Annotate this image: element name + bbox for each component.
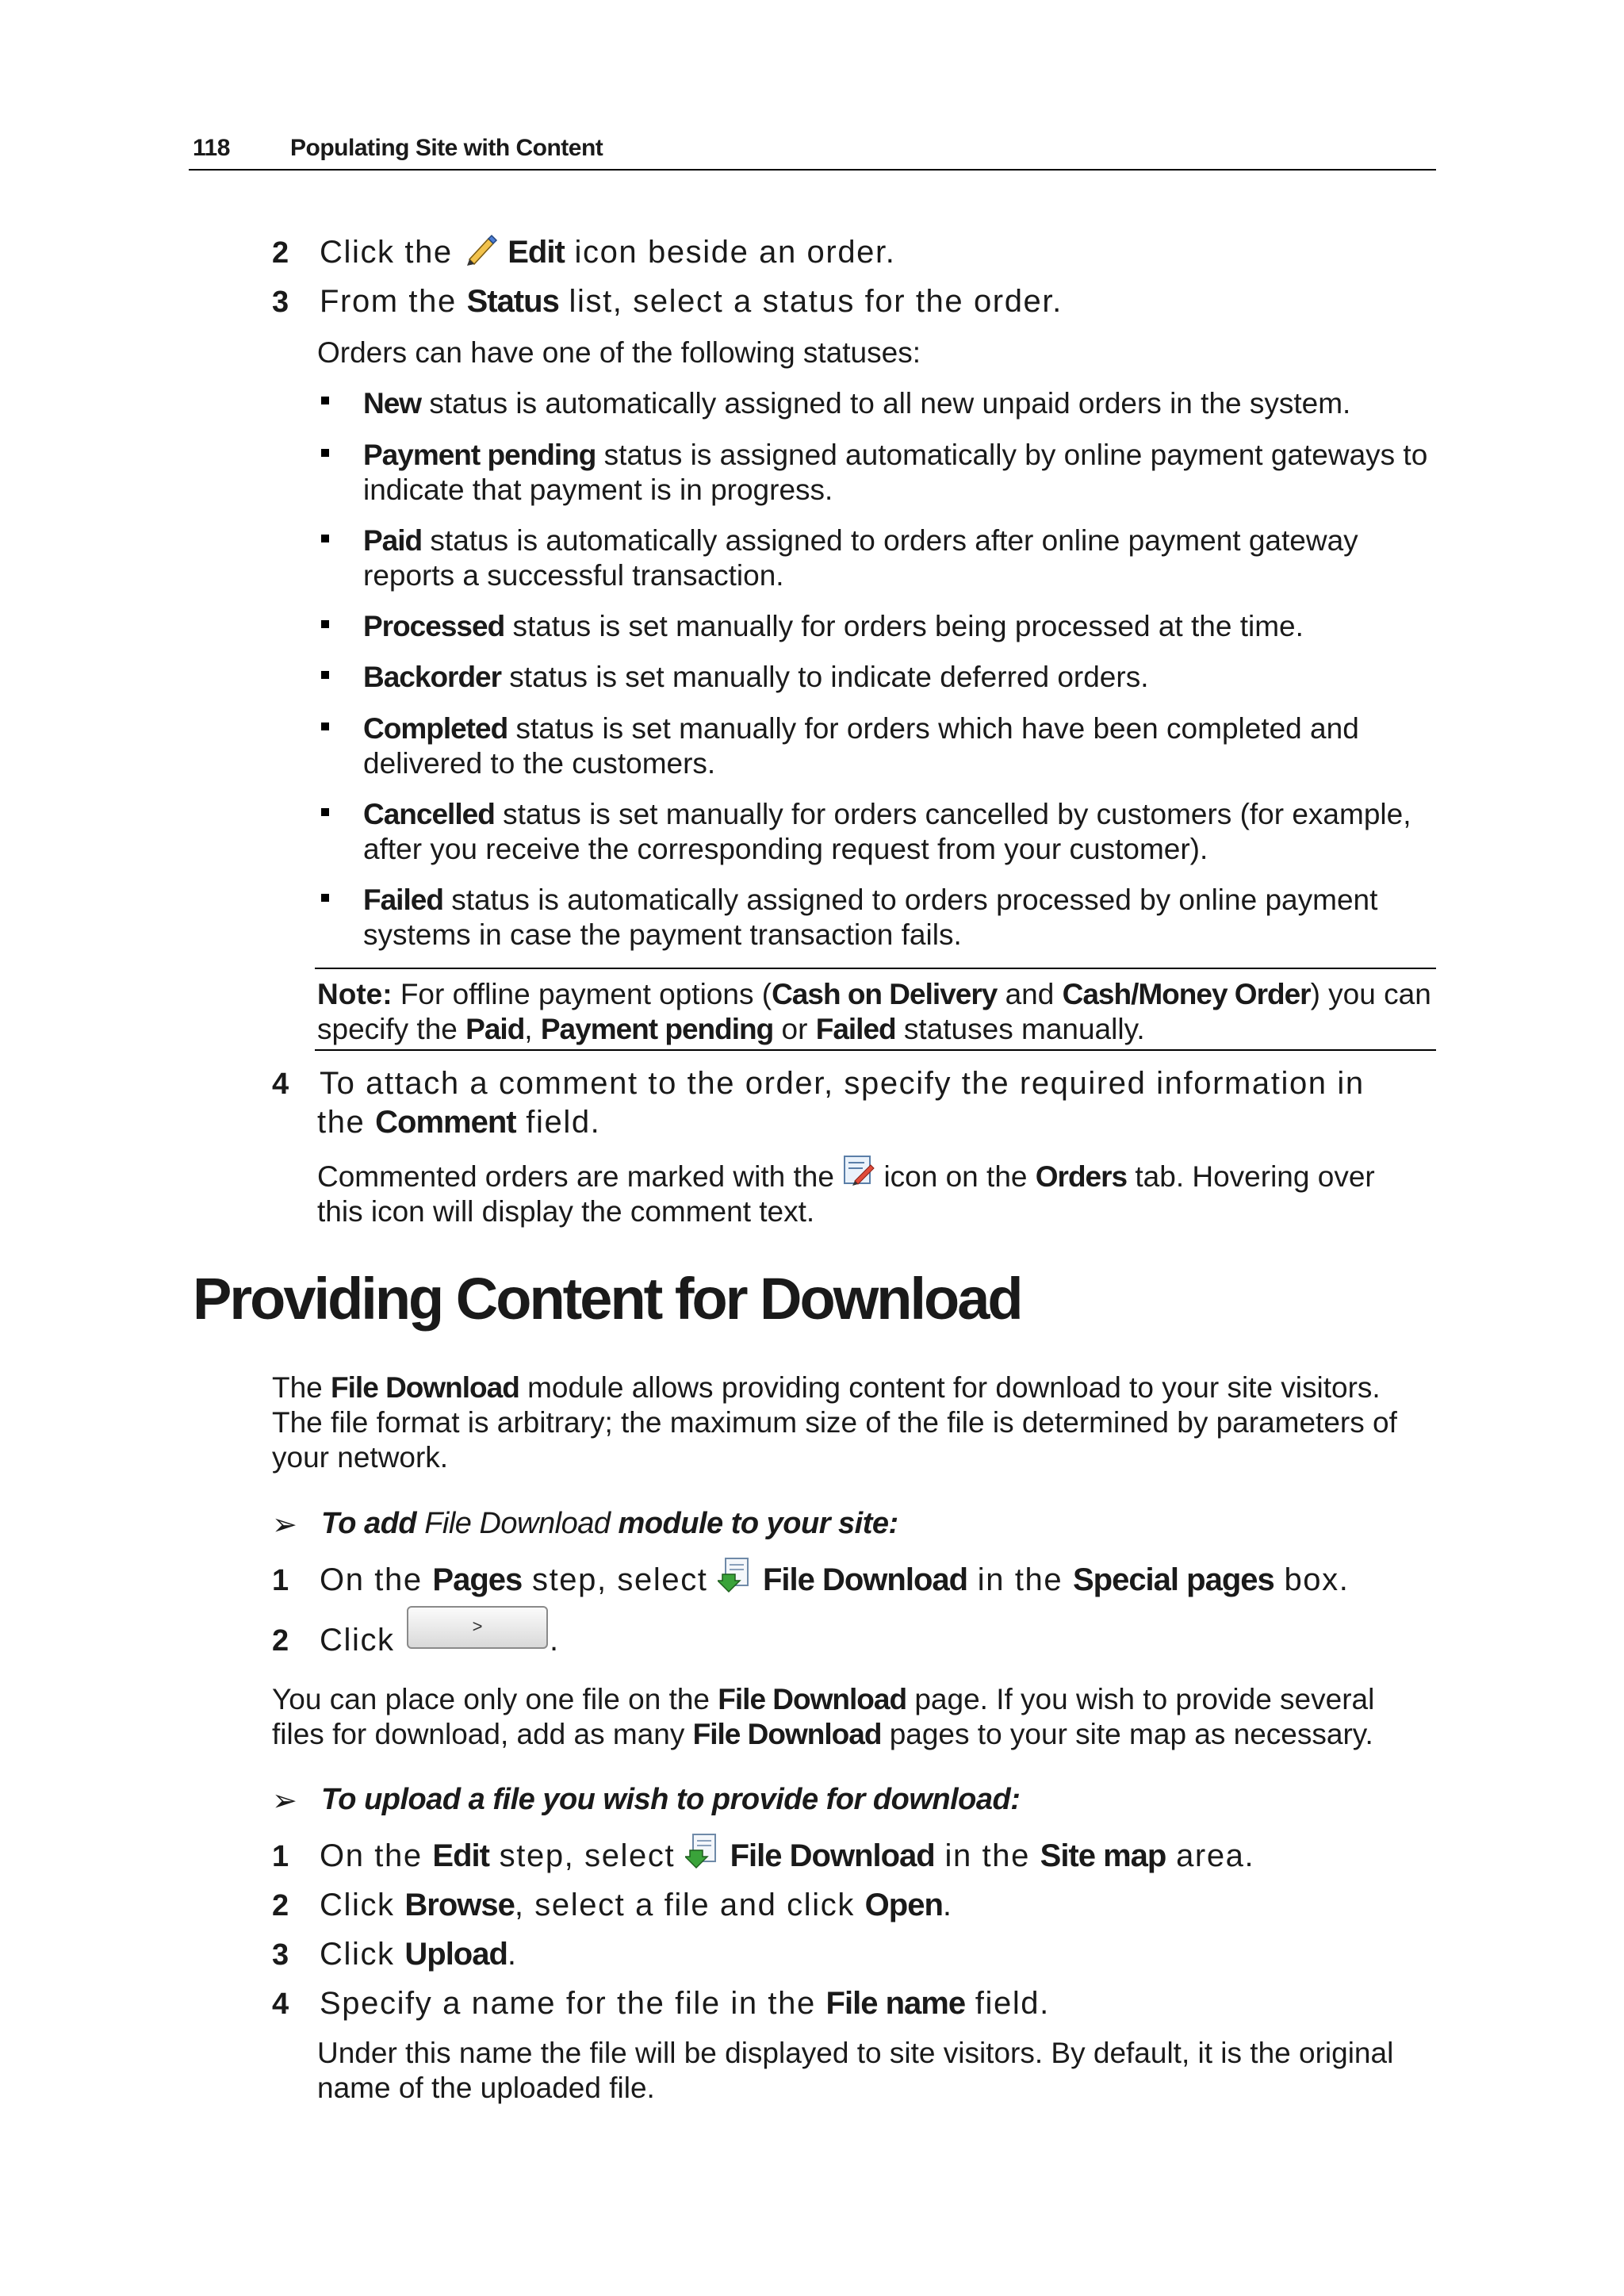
- comment-note-line: this icon will display the comment text.: [317, 1195, 815, 1228]
- comment-icon: [842, 1154, 875, 1187]
- status-item: Payment pending status is assigned automatically by online payment gateways to: [363, 439, 1428, 471]
- chapter-title: Populating Site with Content: [290, 135, 603, 161]
- page-number: 118: [193, 135, 230, 161]
- procedure-heading: To upload a file you wish to provide for download:: [321, 1783, 1021, 1816]
- comment-note-line: Commented orders are marked with the icon on the Orders tab. Hovering over: [317, 1160, 1375, 1195]
- step-text-cont: the Comment field.: [317, 1105, 601, 1140]
- bullet-marker: [321, 671, 329, 679]
- status-item-cont: after you receive the corresponding request from your customer).: [363, 833, 1208, 865]
- section-title: Providing Content for Download: [193, 1266, 1021, 1332]
- status-item-cont: systems in case the payment transaction fails.: [363, 918, 962, 951]
- step-number: 1: [272, 1840, 289, 1873]
- step-text: Click the Edit icon beside an order.: [320, 235, 895, 270]
- step-number: 2: [272, 1624, 289, 1658]
- proc1-note-line: files for download, add as many File Download pages to your site map as necessary.: [272, 1718, 1373, 1750]
- bullet-marker: [321, 894, 329, 902]
- note-line: Note: For offline payment options (Cash on Delivery and Cash/Money Order) you can: [317, 978, 1431, 1010]
- step-number: 4: [272, 1068, 289, 1101]
- step-text: To attach a comment to the order, specify the required information in: [320, 1066, 1365, 1101]
- statuses-intro: Orders can have one of the following statuses:: [317, 336, 921, 369]
- file-download-icon: [685, 1833, 720, 1869]
- bullet-marker: [321, 723, 329, 730]
- intro-line: your network.: [272, 1441, 449, 1474]
- file-download-icon: [718, 1557, 753, 1593]
- bullet-marker: [321, 808, 329, 816]
- status-item: Completed status is set manually for orders which have been completed and: [363, 712, 1359, 745]
- step-number: 3: [272, 286, 289, 319]
- note-bottom-rule: [315, 1049, 1436, 1051]
- intro-line: The file format is arbitrary; the maximum size of the file is determined by parameters of: [272, 1406, 1397, 1439]
- status-item: Processed status is set manually for orders being processed at the time.: [363, 610, 1304, 642]
- step-text-period: .: [550, 1623, 560, 1658]
- procedure-arrow-icon: ➢: [272, 1508, 297, 1542]
- final-note-line: Under this name the file will be displayed to site visitors. By default, it is the original: [317, 2037, 1394, 2069]
- note-top-rule: [315, 968, 1436, 969]
- bullet-marker: [321, 449, 329, 457]
- note-line: specify the Paid, Payment pending or Failed statuses manually.: [317, 1013, 1145, 1045]
- step-number: 2: [272, 236, 289, 270]
- bullet-marker: [321, 397, 329, 404]
- status-item: Paid status is automatically assigned to orders after online payment gateway: [363, 524, 1358, 557]
- step-text: Click Upload.: [320, 1937, 518, 1972]
- step-number: 2: [272, 1889, 289, 1922]
- status-item: Backorder status is set manually to indicate deferred orders.: [363, 661, 1149, 693]
- pencil-edit-icon: [463, 232, 498, 266]
- procedure-heading: To add File Download module to your site:: [321, 1507, 898, 1540]
- bullet-marker: [321, 535, 329, 542]
- status-item-cont: delivered to the customers.: [363, 747, 716, 780]
- status-item: Cancelled status is set manually for orders cancelled by customers (for example,: [363, 798, 1411, 830]
- bullet-marker: [321, 620, 329, 628]
- step-text: Specify a name for the file in the File name field.: [320, 1986, 1050, 2021]
- step-text: From the Status list, select a status for the order.: [320, 284, 1063, 319]
- status-item-cont: indicate that payment is in progress.: [363, 473, 833, 506]
- status-item-cont: reports a successful transaction.: [363, 559, 784, 592]
- intro-line: The File Download module allows providing content for download to your site visitors.: [272, 1371, 1381, 1404]
- header-rule: [189, 169, 1436, 171]
- final-note-line: name of the uploaded file.: [317, 2072, 655, 2104]
- step-number: 4: [272, 1987, 289, 2021]
- proc1-note-line: You can place only one file on the File Download page. If you wish to provide several: [272, 1683, 1375, 1715]
- status-item: Failed status is automatically assigned to orders processed by online payment: [363, 884, 1378, 916]
- step-text: Click Browse, select a file and click Open.: [320, 1888, 953, 1922]
- step-number: 1: [272, 1564, 289, 1597]
- status-item: New status is automatically assigned to all new unpaid orders in the system.: [363, 387, 1351, 420]
- step-text: On the Pages step, select File Download in the Special pages box.: [320, 1562, 1349, 1600]
- next-button[interactable]: >: [407, 1606, 548, 1649]
- step-text: Click: [320, 1623, 395, 1658]
- step-number: 3: [272, 1938, 289, 1972]
- procedure-arrow-icon: ➢: [272, 1784, 297, 1818]
- step-text: On the Edit step, select File Download in the Site map area.: [320, 1838, 1254, 1876]
